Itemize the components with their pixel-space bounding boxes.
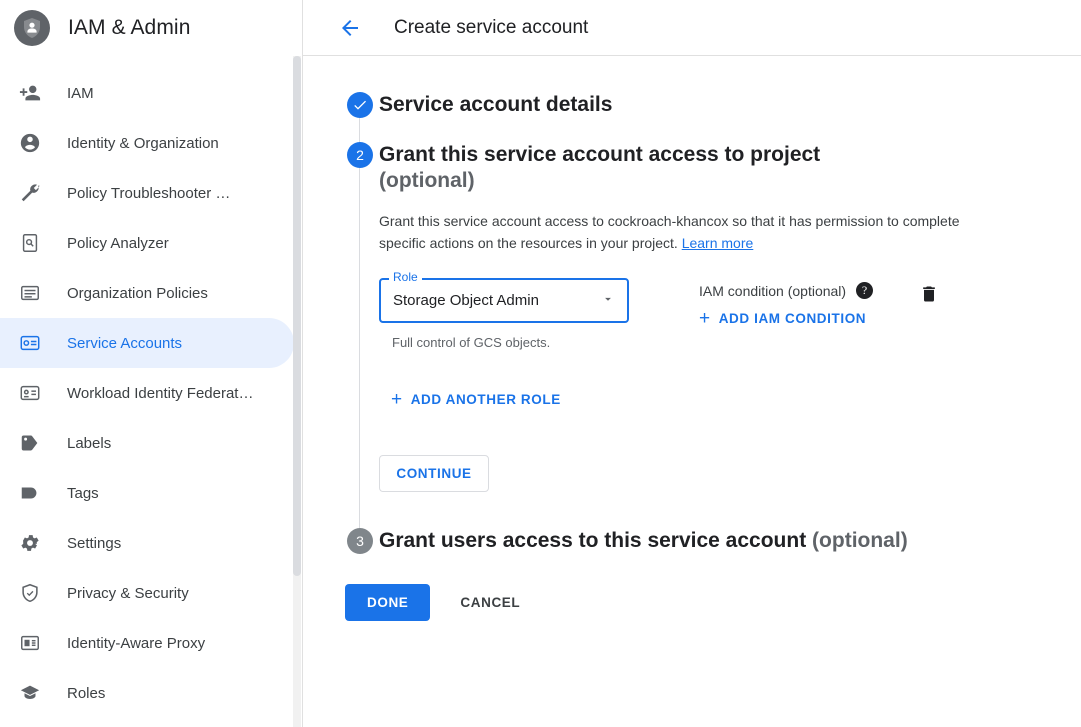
step2-title-text: Grant this service account access to project: [379, 143, 821, 166]
step2-connector: [359, 168, 360, 528]
sidebar-item-labels[interactable]: [0, 418, 294, 468]
sidebar-item-organization-policies[interactable]: [0, 268, 294, 318]
step2-gutter: [303, 142, 379, 492]
step2-status-badge: 2: [347, 142, 373, 168]
sidebar-header: [0, 0, 302, 56]
role-row: [379, 270, 1041, 350]
chevron-down-icon: [601, 292, 615, 309]
sidebar-nav: [0, 56, 302, 718]
main-panel: [303, 0, 1081, 727]
done-button[interactable]: DONE: [345, 584, 430, 621]
service-account-icon: [18, 331, 42, 355]
step3-optional-text: (optional): [812, 529, 908, 552]
sidebar-item-roles[interactable]: [0, 668, 294, 718]
sidebar-item-tags[interactable]: [0, 468, 294, 518]
help-icon[interactable]: ?: [856, 282, 873, 299]
step2-description: [379, 210, 979, 254]
step-grant-users-access: [303, 492, 1081, 554]
sidebar-item-label: Roles: [67, 684, 106, 702]
plus-icon: +: [391, 389, 403, 410]
gear-icon: [18, 531, 42, 555]
sidebar-item-label: Workload Identity Federat…: [67, 384, 254, 402]
sidebar-item-privacy-security[interactable]: [0, 568, 294, 618]
sidebar-scrollbar[interactable]: [293, 56, 301, 727]
account-circle-icon: [18, 131, 42, 155]
step2-description-line1: Grant this service account access to cockroach-khancox so that it has permission: [379, 213, 884, 229]
step-grant-access: [303, 118, 1081, 492]
sidebar-item-iam[interactable]: [0, 68, 294, 118]
role-select-legend: Role: [389, 270, 422, 284]
sidebar: [0, 0, 303, 727]
sidebar-item-service-accounts[interactable]: [0, 318, 294, 368]
sidebar-item-label: Identity & Organization: [67, 134, 219, 152]
sidebar-scrollbar-thumb[interactable]: [293, 56, 301, 576]
arrow-left-icon[interactable]: [335, 13, 365, 43]
plus-icon: +: [699, 308, 711, 329]
sidebar-item-label: Privacy & Security: [67, 584, 189, 602]
iam-condition-block: [699, 278, 873, 328]
sidebar-item-label: Tags: [67, 484, 99, 502]
main-header: [303, 0, 1081, 56]
sidebar-item-label: Service Accounts: [67, 334, 183, 352]
label-icon: [18, 431, 42, 455]
id-card-icon: [18, 381, 42, 405]
add-iam-condition-label: ADD IAM CONDITION: [718, 311, 867, 326]
step3-title-text: Grant users access to this service account: [379, 529, 807, 552]
tag-icon: [18, 481, 42, 505]
sidebar-item-policy-troubleshooter[interactable]: [0, 168, 294, 218]
main-title: Create service account: [394, 16, 589, 38]
learn-more-link[interactable]: Learn more: [681, 235, 754, 251]
sidebar-item-label: Labels: [67, 434, 112, 452]
sidebar-item-label: Policy Analyzer: [67, 234, 169, 252]
sidebar-item-label: Policy Troubleshooter …: [67, 184, 231, 202]
sidebar-item-label: IAM: [67, 84, 94, 102]
role-select[interactable]: [379, 278, 629, 323]
step3-gutter: [303, 528, 379, 554]
step-service-account-details: [303, 56, 1081, 118]
shield-person-icon: [14, 10, 50, 46]
iam-condition-label-row: [699, 282, 873, 299]
sidebar-item-workload-identity-federation[interactable]: [0, 368, 294, 418]
proxy-icon: [18, 631, 42, 655]
cancel-button[interactable]: CANCEL: [454, 594, 526, 611]
wrench-icon: [18, 181, 42, 205]
trash-icon: [919, 291, 939, 308]
sidebar-item-label: Identity-Aware Proxy: [67, 634, 206, 652]
continue-button[interactable]: CONTINUE: [379, 455, 489, 492]
sidebar-item-settings[interactable]: [0, 518, 294, 568]
add-another-role-button[interactable]: [391, 390, 1041, 409]
document-search-icon: [18, 231, 42, 255]
step1-gutter: [303, 92, 379, 118]
step2-title: [379, 142, 1041, 194]
page-title: IAM & Admin: [68, 16, 191, 39]
step1-body: [379, 92, 1081, 118]
add-iam-condition-button[interactable]: [699, 309, 873, 328]
sidebar-item-identity-organization[interactable]: [0, 118, 294, 168]
role-select-value: Storage Object Admin: [393, 292, 539, 309]
delete-role-button[interactable]: [919, 278, 939, 309]
step1-title[interactable]: Service account details: [379, 93, 613, 116]
person-add-icon: [18, 81, 42, 105]
step2-body: [379, 142, 1081, 492]
role-select-wrapper: [379, 270, 629, 350]
wizard-footer: [345, 584, 1081, 621]
step3-title[interactable]: [379, 528, 1041, 554]
shield-icon: [18, 581, 42, 605]
add-another-role-label: ADD ANOTHER ROLE: [410, 392, 561, 407]
sidebar-item-identity-aware-proxy[interactable]: [0, 618, 294, 668]
step3-body: [379, 528, 1081, 554]
wizard-content: [303, 56, 1081, 621]
sidebar-item-label: Organization Policies: [67, 284, 208, 302]
step2-description-line2: to complete specific actions on the resources in your project.: [379, 213, 960, 251]
step2-optional-text: (optional): [379, 169, 475, 192]
step1-status-badge: [347, 92, 373, 118]
roles-hat-icon: [18, 681, 42, 705]
role-helper-text: Full control of GCS objects.: [392, 335, 551, 350]
list-icon: [18, 281, 42, 305]
iam-condition-label: IAM condition (optional): [699, 282, 847, 299]
sidebar-item-label: Settings: [67, 534, 122, 552]
sidebar-item-policy-analyzer[interactable]: [0, 218, 294, 268]
step3-status-badge: 3: [347, 528, 373, 554]
